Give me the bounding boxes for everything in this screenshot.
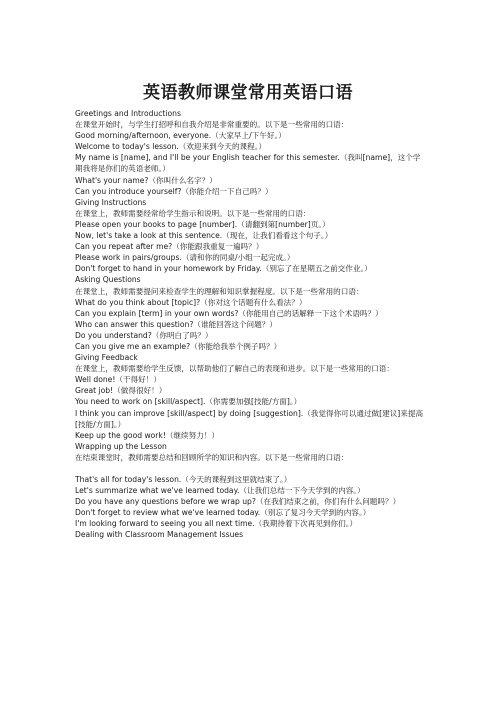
section-intro: 在课堂上，教师需要经常给学生指示和说明。以下是一些常用的口语： (75, 208, 311, 218)
phrase-line: Let's summarize what we've learned today.（让我们总结一下今天学到的内容。） (75, 486, 365, 496)
phrase-line: That's all for today's lesson.（今天的课程到这里就结束了。） (75, 475, 292, 484)
section-heading: Asking Questions (75, 275, 141, 285)
phrase-line: Please open your books to page [number].（请翻到第[number]页。） (75, 219, 330, 229)
phrase-line: Can you explain [term] in your own words?（你能用自己的话解释一下这个术语吗？） (75, 308, 383, 318)
section-heading: Giving Feedback (75, 353, 138, 363)
phrase-line: I'm looking forward to seeing you all next time.（我期待着下次再见到你们。） (75, 519, 358, 529)
phrase-line: Don't forget to hand in your homework by Friday.（别忘了在星期五之前交作业。） (75, 264, 372, 274)
section-intro: 在课堂开始时，与学生打招呼和自我介绍是非常重要的。以下是一些常用的口语： (75, 120, 349, 130)
document-title: 英语教师课堂常用英语口语 (143, 83, 353, 103)
section-heading: Wrapping up the Lesson (75, 441, 167, 451)
section-heading: Dealing with Classroom Management Issues (75, 530, 244, 540)
phrase-line: What's your name?（你叫什么名字？） (75, 175, 217, 185)
phrase-line: I think you can improve [skill/aspect] by doing [suggestion].（我觉得你可以通过做[建议]来提高[技能/方面]。） (75, 408, 424, 429)
phrase-line: Keep up the good work!（继续努力！） (75, 430, 220, 440)
section-heading: Giving Instructions (75, 197, 147, 207)
phrase-line: Now, let's take a look at this sentence.（现在，让我们看看这个句子。） (75, 231, 333, 241)
phrase-line: Can you give me an example?（你能给我举个例子吗？） (75, 341, 282, 351)
phrase-line: You need to work on [skill/aspect].（你需要加强[技能/方面]。） (75, 397, 302, 407)
phrase-line: Well done!（干得好！） (75, 375, 161, 385)
phrase-line: Can you introduce yourself?（你能介绍一下自己吗？） (75, 186, 273, 196)
phrase-line: Do you have any questions before we wrap up?（在我们结束之前，你们有什么问题吗？） (75, 497, 401, 507)
phrase-line: Don't forget to review what we've learned today.（别忘了复习今天学到的内容。） (75, 508, 371, 518)
phrase-line: Please work in pairs/groups.（请和你的同桌/小组一起完成。） (75, 253, 295, 263)
section-intro: 在课堂上，教师需要给学生反馈，以帮助他们了解自己的表现和进步。以下是一些常用的口语： (75, 364, 394, 374)
document-body (75, 108, 425, 541)
phrase-line: Do you understand?（你明白了吗？） (75, 330, 213, 340)
section-heading: Greetings and Introductions (75, 109, 181, 118)
section-intro: 在课堂上，教师需要提问来检查学生的理解和知识掌握程度。以下是一些常用的口语： (75, 286, 364, 296)
phrase-line: My name is [name], and I'll be your English teacher for this semester.（我叫[name]，这个学期我将是你们的英语老师。） (75, 153, 421, 174)
phrase-line: What do you think about [topic]?（你对这个话题有什么看法？） (75, 297, 307, 307)
phrase-line: Great job!（做得很好！） (75, 386, 167, 396)
phrase-line: Welcome to today's lesson.（欢迎来到今天的课程。） (75, 142, 267, 152)
section-intro: 在结束课堂时，教师需要总结和回顾所学的知识和内容。以下是一些常用的口语： (75, 452, 349, 462)
phrase-line: Who can answer this question?（谁能回答这个问题？） (75, 319, 277, 329)
phrase-line: Good morning/afternoon, everyone.（大家早上/下午好。） (75, 131, 286, 141)
phrase-line: Can you repeat after me?（你能跟我重复一遍吗？） (75, 242, 264, 252)
